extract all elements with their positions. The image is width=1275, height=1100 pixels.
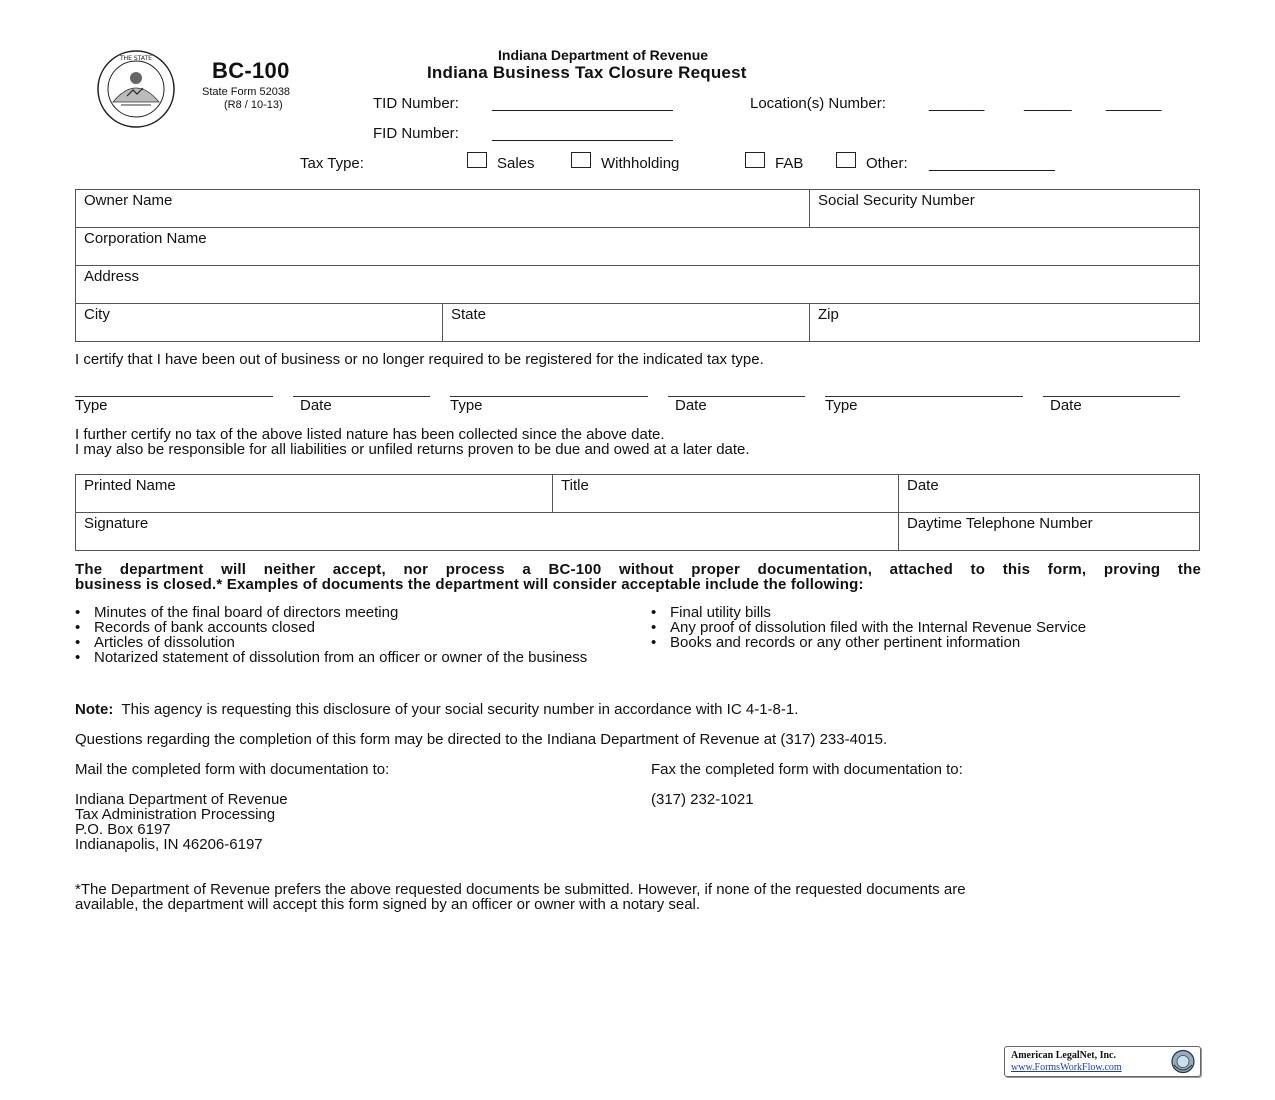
legalnet-logo (1004, 1046, 1201, 1077)
printed-name-field[interactable] (76, 475, 553, 513)
sales-checkbox[interactable] (467, 152, 487, 168)
owner-name-field[interactable] (76, 190, 810, 228)
state-label: State (451, 306, 487, 323)
owner-info-table (75, 189, 1200, 342)
state-seal-logo (77, 50, 195, 128)
tid-label: TID Number: (373, 95, 459, 112)
footnote-line-2: available, the department will accept this form signed by an officer or owner with a notary seal. (75, 896, 701, 913)
logo-company: American LegalNet, Inc. (1011, 1050, 1116, 1061)
zip-field[interactable] (810, 304, 1200, 342)
location-label: Location(s) Number: (750, 95, 886, 112)
form-code: BC-100 (212, 58, 290, 83)
city-label: City (84, 306, 110, 323)
svg-text:THE STATE: THE STATE (120, 55, 152, 62)
certify-statement: I certify that I have been out of business or no longer required to be registered for the indicated tax type. (75, 351, 764, 368)
corporation-name-field[interactable] (76, 228, 1200, 266)
printed-name-label: Printed Name (84, 477, 176, 494)
tax-type-label: Tax Type: (300, 155, 364, 172)
questions-text: Questions regarding the completion of this form may be directed to the Indiana Department of Revenue at (317) 233-4015. (75, 731, 888, 748)
mail-address-line-2: Tax Administration Processing (75, 806, 276, 823)
signature-field[interactable] (76, 513, 899, 551)
phone-label: Daytime Telephone Number (907, 515, 1093, 532)
type-label-1: Type (75, 397, 108, 414)
fab-label: FAB (775, 155, 804, 172)
date-label: Date (907, 477, 939, 494)
other-label: Other: (866, 155, 908, 172)
type-label-2: Type (450, 397, 483, 414)
owner-name-label: Owner Name (84, 192, 173, 209)
list-item: • Records of bank accounts closed (75, 620, 615, 635)
type-label-3: Type (825, 397, 858, 414)
form-title: Indiana Business Tax Closure Request (427, 63, 747, 82)
revision-date: (R8 / 10-13) (224, 99, 283, 111)
withholding-label: Withholding (601, 155, 680, 172)
zip-label: Zip (818, 306, 839, 323)
title-label: Title (561, 477, 589, 494)
location-input-1[interactable]: _______ (929, 95, 984, 112)
list-item: • Books and records or any other pertinent information (651, 635, 1211, 650)
mail-address-line-4: Indianapolis, IN 46206-6197 (75, 836, 263, 853)
sales-label: Sales (497, 155, 535, 172)
other-input[interactable]: ________________ (929, 155, 1055, 172)
state-field[interactable] (443, 304, 810, 342)
logo-url[interactable]: www.FormsWorkFlow.com (1011, 1062, 1122, 1073)
date-field[interactable] (899, 475, 1200, 513)
fab-checkbox[interactable] (745, 152, 765, 168)
date-label-2: Date (675, 397, 707, 414)
address-field[interactable] (76, 266, 1200, 304)
list-item: • Notarized statement of dissolution from an officer or owner of the business (75, 650, 604, 665)
note-label: Note: (75, 701, 114, 718)
documents-list-left (75, 605, 615, 665)
ssn-label: Social Security Number (818, 192, 975, 209)
address-label: Address (84, 268, 140, 285)
footnote-line-1: *The Department of Revenue prefers the above requested documents be submitted. However, if none of the requested documents are (75, 881, 966, 898)
other-checkbox[interactable] (836, 152, 856, 168)
withholding-checkbox[interactable] (571, 152, 591, 168)
certify-line-1: I further certify no tax of the above listed nature has been collected since the above date. (75, 426, 665, 443)
documents-list-right (651, 605, 1211, 650)
mail-address-line-3: P.O. Box 6197 (75, 821, 171, 838)
mail-heading: Mail the completed form with documentation to: (75, 761, 390, 778)
globe-icon (1170, 1049, 1196, 1074)
title-field[interactable] (553, 475, 899, 513)
phone-field[interactable] (899, 513, 1200, 551)
note-paragraph (75, 702, 798, 717)
fid-input[interactable]: _______________________ (492, 125, 673, 142)
list-item: • Any proof of dissolution filed with the Internal Revenue Service (651, 620, 1211, 635)
signature-table (75, 474, 1200, 551)
date-label-1: Date (300, 397, 332, 414)
list-item: • Minutes of the final board of directors meeting (75, 605, 615, 620)
fax-number: (317) 232-1021 (651, 791, 754, 808)
state-form-number: State Form 52038 (202, 86, 291, 98)
corporation-name-label: Corporation Name (84, 230, 207, 247)
location-input-2[interactable]: ______ (1024, 95, 1072, 112)
department-name: Indiana Department of Revenue (498, 47, 709, 63)
list-item: • Final utility bills (651, 605, 1211, 620)
ssn-field[interactable] (810, 190, 1200, 228)
signature-label: Signature (84, 515, 149, 532)
note-text: This agency is requesting this disclosure of your social security number in accordance with IC 4-1-8-1. (121, 701, 799, 718)
fid-label: FID Number: (373, 125, 459, 142)
notice-line-2: business is closed.* Examples of documents the department will consider acceptable include the following: (75, 576, 864, 593)
location-input-3[interactable]: _______ (1106, 95, 1161, 112)
tid-input[interactable]: _______________________ (492, 95, 673, 112)
list-item: • Articles of dissolution (75, 635, 615, 650)
fax-heading: Fax the completed form with documentation to: (651, 761, 963, 778)
mail-address-line-1: Indiana Department of Revenue (75, 791, 288, 808)
notice-line-1: The department will neither accept, nor process a BC-100 without proper documentation, attached to this form, proving the (75, 561, 1201, 578)
certify-line-2: I may also be responsible for all liabilities or unfiled returns proven to be due and owed at a later date. (75, 441, 750, 458)
city-field[interactable] (76, 304, 443, 342)
date-label-3: Date (1050, 397, 1082, 414)
